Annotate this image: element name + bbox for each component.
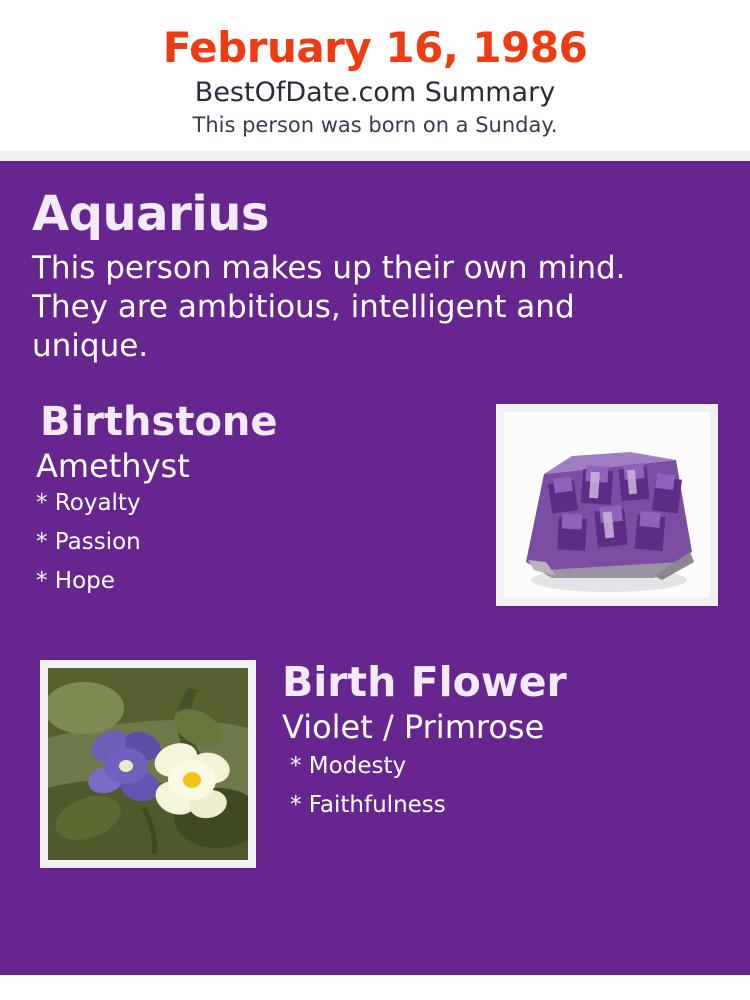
page-title: February 16, 1986 [162, 23, 588, 72]
amethyst-photo-frame [496, 404, 718, 606]
header [0, 0, 750, 151]
birthstone-trait: * Royalty [36, 490, 141, 517]
birthflower-title: Birth Flower [282, 657, 567, 706]
zodiac-sign-title: Aquarius [32, 185, 269, 242]
birthflower-section [32, 657, 718, 875]
birth-day-note: This person was born on a Sunday. [192, 112, 558, 137]
flower-photo-frame [40, 660, 256, 868]
birthflower-trait: * Faithfulness [290, 792, 446, 819]
details-panel [0, 161, 750, 975]
amethyst-crystal-photo [504, 412, 710, 598]
birthstone-trait: * Passion [36, 529, 141, 556]
birthstone-trait: * Hope [36, 568, 115, 595]
divider [0, 151, 750, 161]
birthflower-trait: * Modesty [290, 753, 407, 780]
amethyst-illustration [504, 412, 710, 598]
flower-illustration [48, 668, 248, 860]
birthstone-title: Birthstone [40, 398, 278, 445]
birthstone-text [32, 400, 452, 594]
birthflower-name: Violet / Primrose [282, 707, 545, 746]
violet-primrose-photo [48, 668, 248, 860]
birthstone-section [32, 400, 718, 630]
site-subtitle: BestOfDate.com Summary [194, 77, 556, 109]
birthstone-name: Amethyst [36, 446, 190, 485]
zodiac-description: This person makes up their own mind. They are ambitious, intelligent and unique. [32, 250, 626, 364]
birthflower-text [282, 657, 718, 819]
